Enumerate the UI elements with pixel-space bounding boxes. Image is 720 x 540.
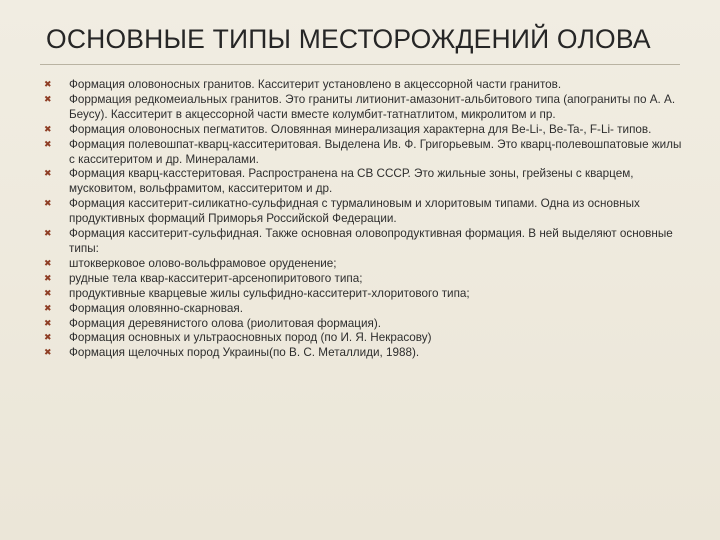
list-item-text: штокверковое олово-вольфрамовое оруденение; [69, 256, 337, 270]
cross-mark-icon: ✖ [44, 94, 52, 105]
list-item-text: Форрмация редкомеиальных гранитов. Это граниты литионит-амазонит-альбитового типа (апограниты по А. А. Беусу). Касситерит в акцессорной части вместе колумбит-татнатлитом, микролитом и пр. [69, 92, 676, 121]
list-item-text: продуктивные кварцевые жилы сульфидно-касситерит-хлоритового типа; [69, 286, 470, 300]
list-item-text: Формация касситерит-сульфидная. Также основная оловопродуктивная формация. В ней выделяют основные типы: [69, 227, 673, 255]
cross-mark-icon: ✖ [44, 288, 52, 299]
list-item [44, 123, 684, 138]
list-item [44, 197, 684, 227]
cross-mark-icon: ✖ [44, 273, 52, 284]
list-item-text: Формация щелочных пород Украины(по В. С. Металлиди, 1988). [69, 346, 420, 360]
cross-mark-icon: ✖ [44, 348, 52, 359]
cross-mark-icon: ✖ [44, 229, 52, 240]
list-item [44, 302, 684, 317]
list-item-text: рудные тела квар-касситерит-арсенопиритового типа; [69, 271, 363, 285]
cross-mark-icon: ✖ [44, 303, 52, 314]
list-item-text: Формация оловоносных пегматитов. Оловянная минерализация характерна для Be-Li-, Be-Ta-, F-Li- типов. [69, 122, 652, 136]
slide-title: ОСНОВНЫЕ ТИПЫ МЕСТОРОЖДЕНИЙ ОЛОВА [46, 24, 651, 54]
list-item [44, 93, 684, 123]
list-item-text: Формация кварц-касстеритовая. Распространена на СВ СССР. Это жильные зоны, грейзены с кварцем, мусковитом, вольфрамитом, касситеритом и др. [69, 167, 634, 196]
list-item [44, 272, 684, 287]
cross-mark-icon: ✖ [44, 139, 52, 150]
cross-mark-icon: ✖ [44, 333, 52, 344]
list-item [44, 257, 684, 272]
list-item-text: Формация деревянистого олова (риолитовая формация). [69, 316, 381, 330]
list-item [44, 287, 684, 302]
list-item-text: Формация оловоносных гранитов. Касситерит установлено в акцессорной части гранитов. [69, 78, 562, 91]
cross-mark-icon: ✖ [44, 169, 52, 180]
list-item-text: Формация касситерит-силикатно-сульфидная с турмалиновым и хлоритовым типами. Одна из основных продуктивных формаций Приморья Российской Федерации. [69, 197, 640, 226]
list-item [44, 317, 684, 332]
list-item [44, 346, 684, 361]
list-item [44, 167, 684, 197]
list-item [44, 78, 684, 93]
list-item [44, 331, 684, 346]
cross-mark-icon: ✖ [44, 124, 52, 135]
bullet-list [44, 78, 684, 361]
list-item-text: Формация полевошпат-кварц-касситеритовая. Выделена Ив. Ф. Григорьевым. Это кварц-полевошпатовые жилы с касситеритом и др. Минералами. [69, 137, 682, 166]
cross-mark-icon: ✖ [44, 199, 52, 210]
cross-mark-icon: ✖ [44, 258, 52, 269]
list-item-text: Формация основных и ультраосновных пород (по И. Я. Некрасову) [69, 331, 432, 345]
cross-mark-icon: ✖ [44, 318, 52, 329]
cross-mark-icon: ✖ [44, 80, 52, 90]
list-item [44, 227, 684, 257]
list-item-text: Формация оловянно-скарновая. [69, 301, 243, 315]
title-divider [40, 64, 680, 65]
list-item [44, 138, 684, 168]
